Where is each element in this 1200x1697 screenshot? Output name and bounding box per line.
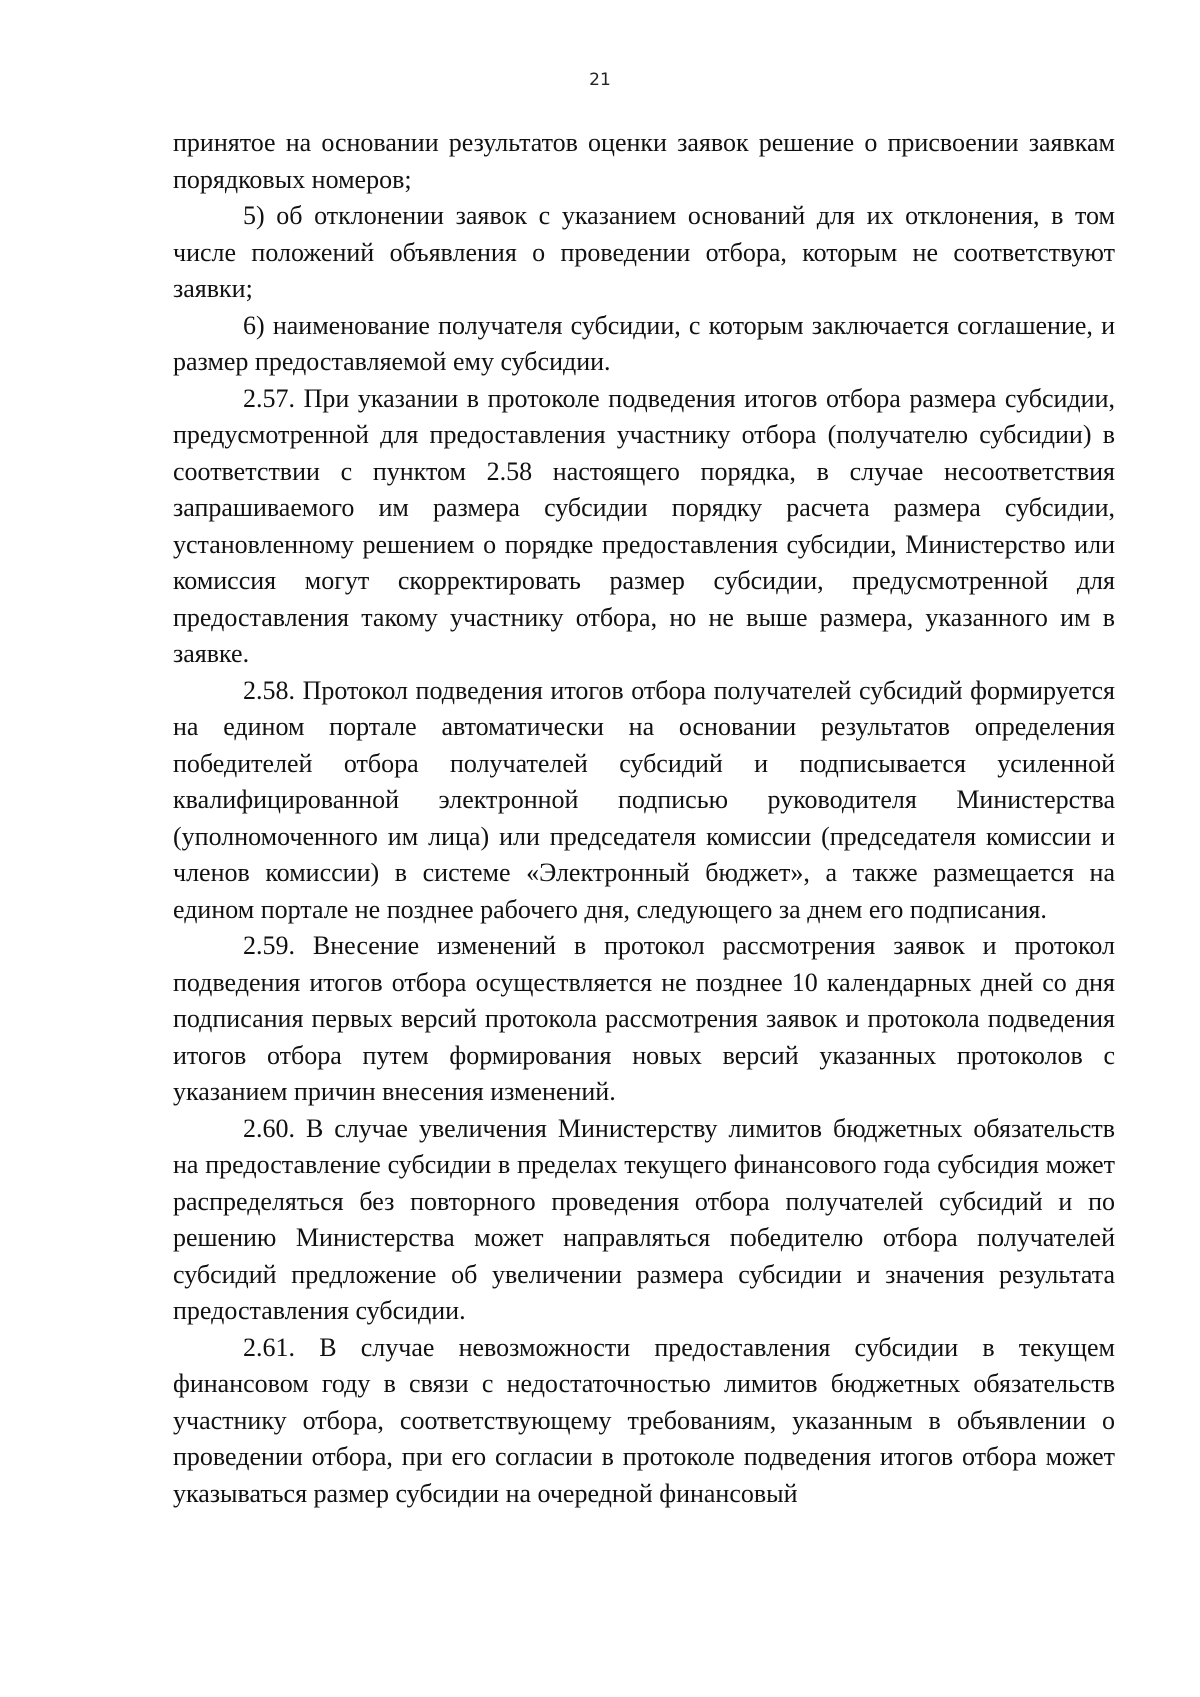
paragraph-item-5: 5) об отклонении заявок с указанием оснований для их отклонения, в том числе положений объявления о проведении отбора, которым не соответствуют заявки; bbox=[173, 201, 1115, 303]
paragraph-item-6: 6) наименование получателя субсидии, с которым заключается соглашение, и размер предоставляемой ему субсидии. bbox=[173, 310, 1115, 376]
paragraph-continuation: принятое на основании результатов оценки заявок решение о присвоении заявкам порядковых номеров; bbox=[173, 128, 1115, 194]
paragraph-2-60: 2.60. В случае увеличения Министерству лимитов бюджетных обязательств на предоставление субсидии в пределах текущего финансового года субсидия может распределяться без повторного проведения отбора получателей субсидий и по решению Министерства может направляться победителю отбора получателей субсидий предложение об увеличении размера субсидии и значения результата предоставления субсидии. bbox=[173, 1113, 1115, 1325]
paragraph-2-58: 2.58. Протокол подведения итогов отбора получателей субсидий формируется на едином портале автоматически на основании результатов определения победителей отбора получателей субсидий и подписывается усиленной квалифицированной электронной подписью руководителя Министерства (уполномоченного им лица) или председателя комиссии (председателя комиссии и членов комиссии) в системе «Электронный бюджет», а также размещается на едином портале не позднее рабочего дня, следующего за днем его подписания. bbox=[173, 675, 1115, 924]
page-number: 21 bbox=[589, 70, 611, 90]
document-body bbox=[173, 125, 1115, 1512]
paragraph-2-59: 2.59. Внесение изменений в протокол рассмотрения заявок и протокол подведения итогов отбора осуществляется не позднее 10 календарных дней со дня подписания первых версий протокола рассмотрения заявок и протокола подведения итогов отбора путем формирования новых версий указанных протоколов с указанием причин внесения изменений. bbox=[173, 931, 1115, 1106]
paragraph-2-57: 2.57. При указании в протоколе подведения итогов отбора размера субсидии, предусмотренной для предоставления участнику отбора (получателю субсидии) в соответствии с пунктом 2.58 настоящего порядка, в случае несоответствия запрашиваемого им размера субсидии порядку расчета размера субсидии, установленному решением о порядке предоставления субсидии, Министерство или комиссия могут скорректировать размер субсидии, предусмотренной для предоставления такому участнику отбора, но не выше размера, указанного им в заявке. bbox=[173, 383, 1115, 668]
paragraph-2-61: 2.61. В случае невозможности предоставления субсидии в текущем финансовом году в связи с недостаточностью лимитов бюджетных обязательств участнику отбора, соответствующему требованиям, указанным в объявлении о проведении отбора, при его согласии в протоколе подведения итогов отбора может указываться размер субсидии на очередной финансовый bbox=[173, 1332, 1115, 1508]
